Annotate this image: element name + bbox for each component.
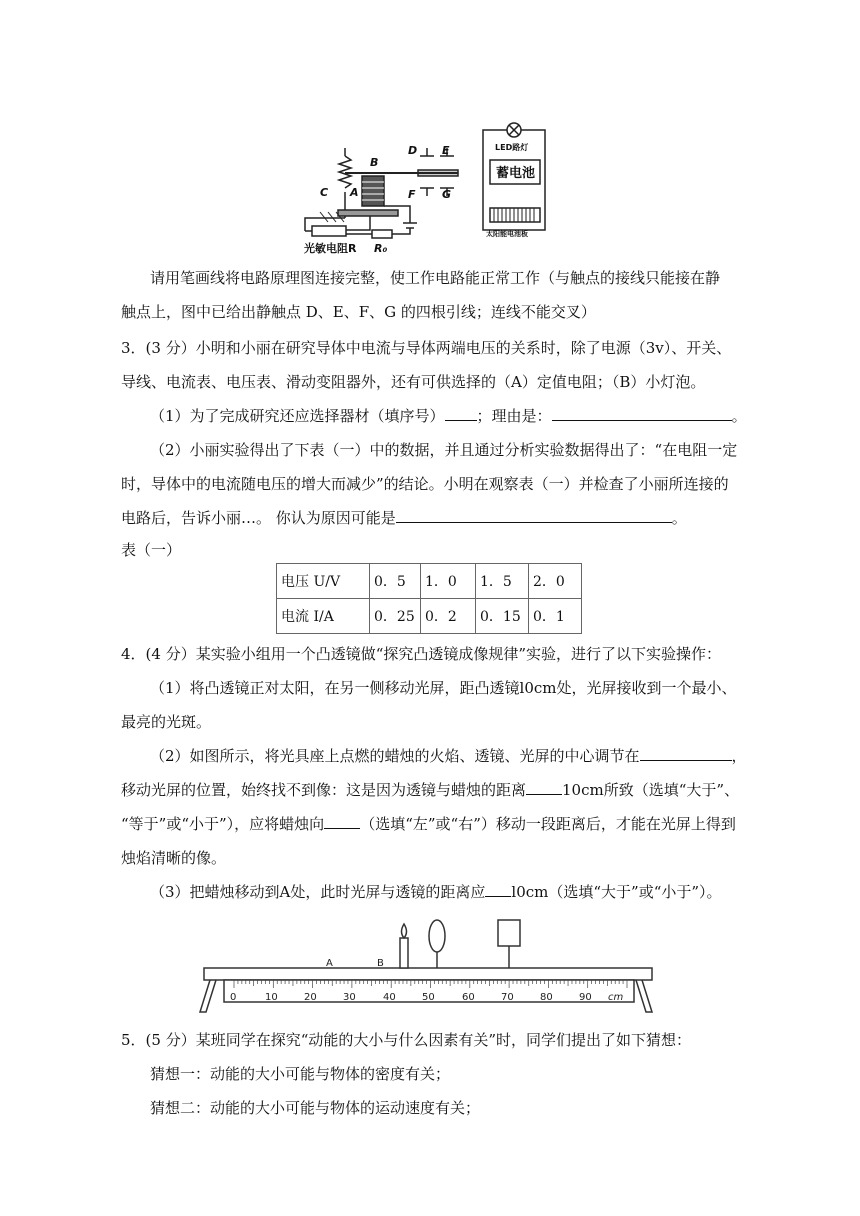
photoresistor-icon — [312, 226, 346, 236]
label-battery: 蓄电池 — [496, 166, 536, 181]
q4-answer-blank-2[interactable] — [526, 780, 562, 795]
bench-leg-right — [636, 980, 652, 1012]
label-a: A — [350, 186, 359, 199]
table-row — [277, 564, 582, 599]
label-b: B — [370, 156, 379, 169]
electromagnet-icon — [362, 176, 384, 206]
q3-answer-blank-3[interactable] — [396, 508, 672, 523]
q3-answer-blank-2[interactable] — [552, 406, 732, 421]
q4-part1-line1: （1）将凸透镜正对太阳，在另一侧移动光屏，距凸透镜l0cm处，光屏接收到一个最小、 — [150, 679, 737, 697]
q4-part2-text-c: 移动光屏的位置，始终找不到像：这是因为透镜与蜡烛的距离 — [121, 781, 527, 799]
label-g: G — [442, 188, 452, 201]
q4-part2-text-b: ， — [731, 747, 747, 765]
label-solar: 太阳能电池板 — [486, 230, 528, 238]
label-e: E — [442, 144, 450, 157]
q3-part2-text-a: 电路后，告诉小丽…。 你认为原因可能是 — [121, 509, 396, 527]
label-d: D — [408, 144, 418, 157]
unit-label: cm — [608, 992, 624, 1003]
q4-part2-text-f: （选填“左”或“右”）移动一段距离后，才能在光屏上得到 — [360, 815, 736, 833]
q4-line1: 4．(4 分）某实验小组用一个凸透镜做“探究凸透镜成像规律”实验，进行了以下实验操作： — [121, 645, 722, 663]
q4-part2-line1 — [150, 746, 747, 766]
label-photoresistor: 光敏电阻R — [304, 242, 357, 255]
scale-label: 10 — [265, 992, 278, 1003]
scale-label: 30 — [343, 992, 356, 1003]
q3-part2-line2: 时，导体中的电流随电压的增大而减少”的结论。小明在观察表（一）并检查了小丽所连接的 — [121, 475, 729, 493]
bench-rail — [204, 968, 652, 980]
q2-line1: 请用笔画线将电路原理图连接完整，使工作电路能正常工作（与触点的接线只能接在静 — [150, 269, 721, 287]
candle-icon — [400, 938, 408, 968]
screen-icon — [498, 920, 520, 946]
q4-part2-line2 — [121, 780, 739, 800]
lens-icon — [429, 920, 445, 952]
q3-part2-line3 — [121, 508, 687, 528]
table-cell: 电压 U/V — [277, 564, 370, 599]
point-b-label: B — [377, 958, 384, 969]
table-cell: 2．0 — [529, 564, 582, 599]
q3-part1-text-b: ；理由是： — [476, 407, 552, 425]
q4-part2-text-a: （2）如图所示，将光具座上点燃的蜡烛的火焰、透镜、光屏的中心调节在 — [150, 747, 640, 765]
resistor-r0-icon — [372, 230, 392, 238]
table-cell: 0．25 — [370, 599, 421, 634]
q4-answer-blank-1[interactable] — [640, 746, 732, 761]
label-r0: R₀ — [374, 242, 388, 255]
q5-guess2: 猜想二：动能的大小可能与物体的运动速度有关； — [150, 1099, 481, 1117]
q4-part2-text-e: “等于”或“小于”），应将蜡烛向 — [121, 815, 325, 833]
q3-part1-text-a: （1）为了完成研究还应选择器材（填序号） — [150, 407, 445, 425]
table-cell: 0．15 — [476, 599, 529, 634]
circuit-diagram — [300, 118, 560, 258]
scale-label: 80 — [540, 992, 553, 1003]
q3-part2-line1: （2）小丽实验得出了下表（一）中的数据，并且通过分析实验数据得出了：“在电阻一定 — [150, 441, 738, 459]
scale-label: 20 — [304, 992, 317, 1003]
scale-label: 0 — [230, 992, 237, 1003]
table-cell: 0．2 — [421, 599, 476, 634]
q3-part1-text-c: 。 — [731, 407, 747, 425]
q3-line1: 3．(3 分）小明和小丽在研究导体中电流与导体两端电压的关系时，除了电源（3v）、开关、 — [121, 339, 732, 357]
scale-label: 40 — [383, 992, 396, 1003]
q4-part1-line2: 最亮的光斑。 — [121, 713, 212, 731]
table-cell: 电流 I/A — [277, 599, 370, 634]
scale-label: 90 — [579, 992, 592, 1003]
scale-label: 70 — [501, 992, 514, 1003]
q4-part2-line4: 烛焰清晰的像。 — [121, 849, 227, 867]
q3-answer-blank-1[interactable] — [445, 406, 477, 421]
table-title: 表（一） — [121, 541, 182, 559]
optical-bench-diagram — [196, 914, 660, 1016]
label-f: F — [408, 188, 416, 201]
table-cell: 0．1 — [529, 599, 582, 634]
q4-answer-blank-3[interactable] — [324, 814, 360, 829]
q3-line2: 导线、电流表、电压表、滑动变阻器外，还有可供选择的（A）定值电阻；（B）小灯泡。 — [121, 373, 706, 391]
q4-part3-text-a: （3）把蜡烛移动到A处，此时光屏与透镜的距离应 — [150, 883, 486, 901]
q3-part2-text-b: 。 — [671, 509, 687, 527]
table-cell: 0．5 — [370, 564, 421, 599]
table-cell: 1．5 — [476, 564, 529, 599]
q5-guess1: 猜想一：动能的大小可能与物体的密度有关； — [150, 1065, 451, 1083]
flame-icon — [402, 924, 407, 938]
table-row — [277, 599, 582, 634]
q4-answer-blank-4[interactable] — [485, 882, 511, 897]
bench-leg-left — [200, 980, 216, 1012]
q4-part2-text-d: 10cm所致（选填“大于”、 — [562, 781, 740, 799]
q4-part3 — [150, 882, 722, 902]
table-cell: 1．0 — [421, 564, 476, 599]
label-c: C — [320, 186, 329, 199]
data-table — [276, 563, 582, 634]
scale-label: 60 — [462, 992, 475, 1003]
q4-part3-text-b: l0cm（选填“大于”或“小于”）。 — [511, 883, 722, 901]
scale-label: 50 — [422, 992, 435, 1003]
point-a-label: A — [326, 958, 333, 969]
q3-part1 — [150, 406, 747, 426]
label-led: LED路灯 — [495, 143, 529, 152]
q5-line1: 5．(5 分）某班同学在探究“动能的大小与什么因素有关”时，同学们提出了如下猜想： — [121, 1031, 692, 1049]
q2-line2: 触点上，图中已给出静触点 D、E、F、G 的四根引线；连线不能交叉） — [121, 303, 596, 321]
q4-part2-line3 — [121, 814, 736, 834]
